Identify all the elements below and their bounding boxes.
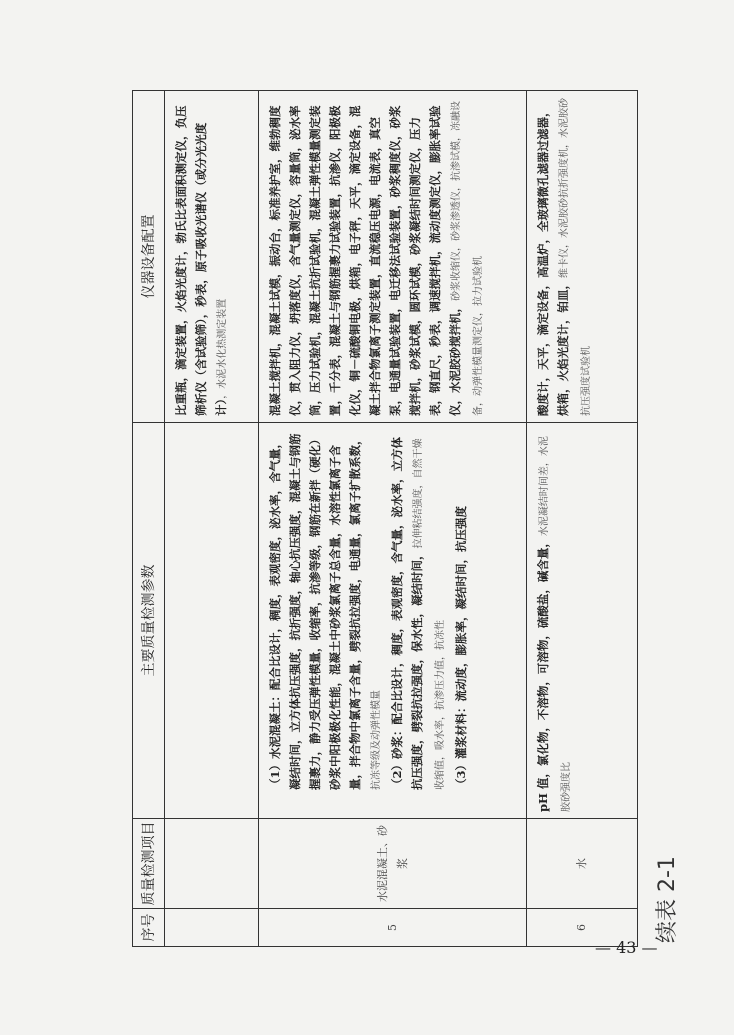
row5-equipment-small: 砂浆收缩仪，砂浆渗透仪，抗渗试模，冻融设备，动弹性模量测定仪，拉力试验机 xyxy=(451,101,484,416)
row5-param-block-1 xyxy=(265,429,387,812)
row6-params-small: 水泥凝结时间差，水泥胶砂强度比 xyxy=(539,436,572,812)
prev-params-cell xyxy=(165,423,259,819)
row6-params-cell xyxy=(527,423,638,819)
row5-item: 水泥混凝土、砂浆 xyxy=(259,819,527,909)
header-params: 主要质量检测参数 xyxy=(133,423,165,819)
inspection-table xyxy=(132,90,638,947)
row5-param-3: （3）灌浆材料：流动度，膨胀率，凝结时间，抗压强度 xyxy=(454,506,468,790)
table-caption: 续表 2-1 xyxy=(655,856,680,943)
prev-no-cell xyxy=(165,909,259,947)
table-row xyxy=(259,91,527,947)
prev-item-cell xyxy=(165,819,259,909)
page-number: — 43 — xyxy=(595,938,658,957)
prev-equipment-cell xyxy=(165,91,259,423)
row5-param-1: （1）水泥混凝土：配合比设计，稠度，表观密度，泌水率，含气量，凝结时间，立方体抗压强度，抗折强度，轴心抗压强度，混凝土与钢筋握裹力，静力受压弹性模量，收缩率，抗渗等级，钢筋在新拌（硬化）砂浆中阳极极化性能，混凝土中砂浆氯离子总含量，水溶性氯离子含量，拌合物中氯离子含量，劈裂抗拉强度，电通量，氯离子扩散系数， xyxy=(268,433,362,790)
row6-item: 水 xyxy=(527,819,638,909)
header-equipment: 仪器设备配置 xyxy=(133,91,165,423)
row6-equipment: 酸度计，天平，滴定设备，高温炉，全玻璃微孔滤器过滤器，烘箱，火焰光度计，铂皿， xyxy=(536,105,570,416)
row5-equipment-cell xyxy=(259,91,527,423)
table-row xyxy=(527,91,638,947)
row5-params-cell xyxy=(259,423,527,819)
row6-equipment-small: 维卡仪，水泥胶砂抗折强度机，水泥胶砂抗压强度试验机 xyxy=(559,98,592,416)
row5-param-2-small: 拉伸粘结强度，自然干燥收缩值，吸水率，抗渗压力值，抗冻性 xyxy=(413,438,446,790)
table-header-row xyxy=(133,91,165,947)
row5-param-block-2 xyxy=(387,429,451,812)
header-item: 质量检测项目 xyxy=(133,819,165,909)
row5-no: 5 xyxy=(259,909,527,947)
header-no: 序号 xyxy=(133,909,165,947)
row6-no: 6 xyxy=(527,909,638,947)
row5-param-1-small: 抗冻等级及动弹性模量 xyxy=(371,690,382,790)
row6-params: pH 值，氯化物，不溶物，可溶物，硫酸盐，碱含量， xyxy=(536,536,550,812)
table-row xyxy=(165,91,259,947)
row5-equipment: 混凝土搅拌机，混凝土试模，振动台，标准养护室，维勃稠度仪，贯入阻力仪，坍落度仪，含气量测定仪，容量筒，泌水率筒，压力试验机，混凝土抗折试验机，混凝土弹性模量测定装置，千分表，混凝土与钢筋握裹力试验装置，抗渗仪，阳极极化仪，铜－硫酸铜电极，烘箱，电子秤，天平，滴定设备，混凝土拌合物氯离子测定装置，直流稳压电源，电流表，真空泵，电通量试验装置，电迁移法试验装置，砂浆稠度仪，砂浆搅拌机，砂浆试模，圆环试模，砂浆凝结时间测定仪，压力表，钢直尺，秒表，调速搅拌机，流动度测定仪，膨胀率试验仪，水泥胶砂搅拌机， xyxy=(268,105,462,416)
row6-equipment-cell xyxy=(527,91,638,423)
prev-equipment-small: ，水泥水化热测定装置 xyxy=(217,298,228,399)
row5-param-2: （2）砂浆：配合比设计，稠度，表观密度，含气量，泌水率，立方体抗压强度，劈裂抗拉强度，保水性，凝结时间， xyxy=(390,437,424,790)
prev-equipment-text: 比重瓶，滴定装置，火焰光度计，勃氏比表面积测定仪，负压筛析仪（含试验筛），秒表，原子吸收光谱仪（或分光光度计） xyxy=(174,105,228,416)
